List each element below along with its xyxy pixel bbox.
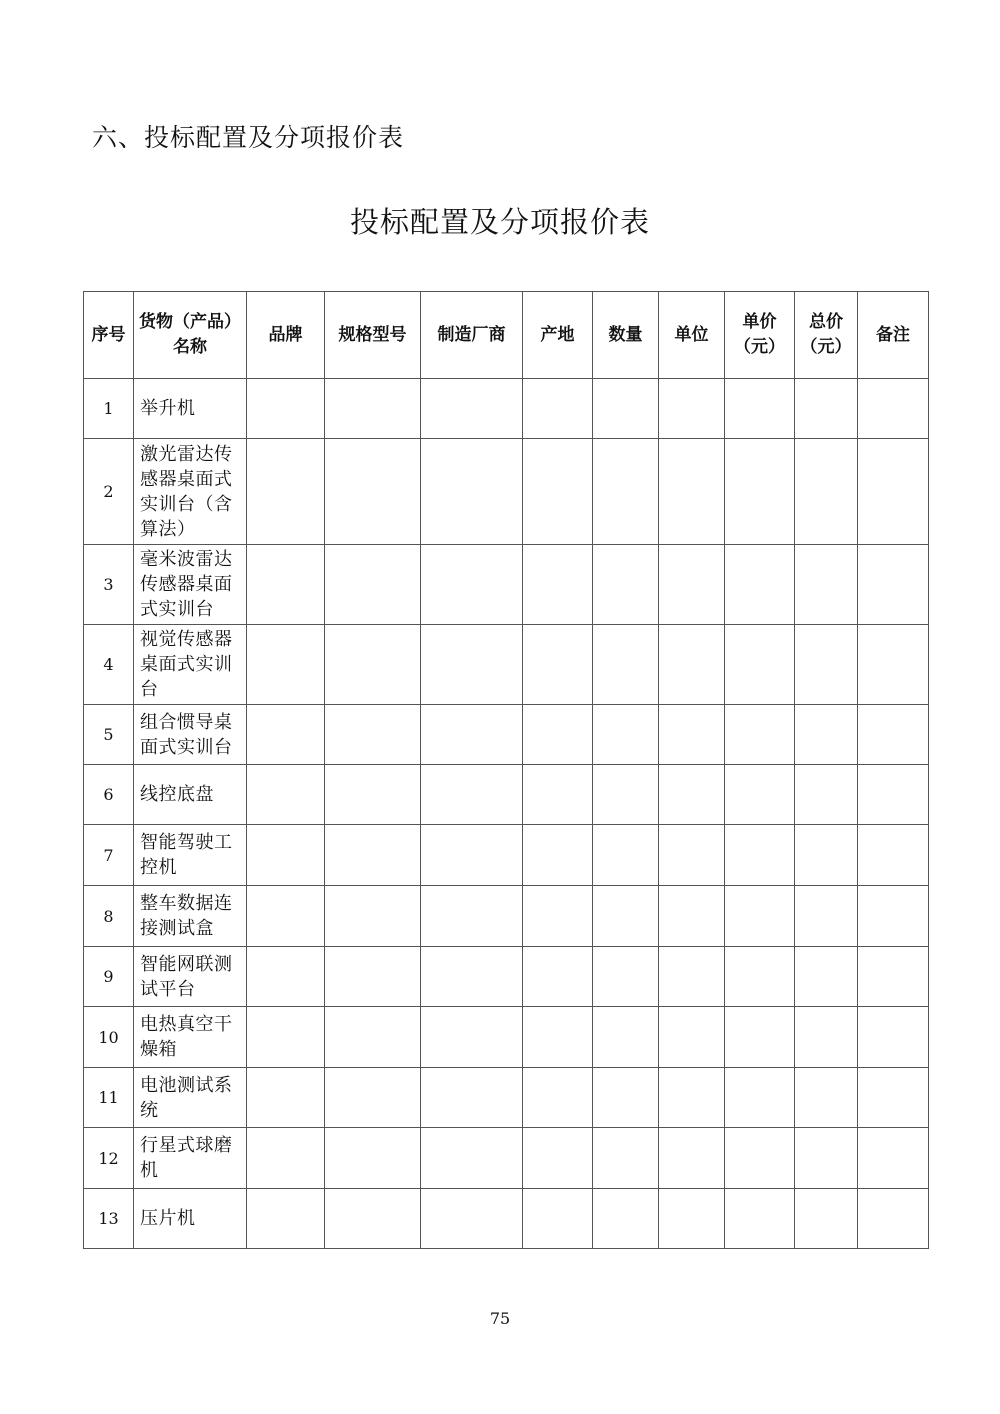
column-header: 品牌 xyxy=(247,292,325,379)
empty-cell[interactable] xyxy=(421,1189,523,1249)
empty-cell[interactable] xyxy=(593,1128,659,1189)
empty-cell[interactable] xyxy=(858,765,929,825)
table-row xyxy=(84,886,929,947)
product-name-cell: 电池测试系统 xyxy=(134,1068,247,1128)
empty-cell[interactable] xyxy=(523,1189,593,1249)
empty-cell[interactable] xyxy=(858,545,929,625)
empty-cell[interactable] xyxy=(593,625,659,705)
empty-cell[interactable] xyxy=(247,545,325,625)
empty-cell[interactable] xyxy=(858,1189,929,1249)
empty-cell[interactable] xyxy=(659,545,725,625)
empty-cell[interactable] xyxy=(421,886,523,947)
empty-cell[interactable] xyxy=(523,625,593,705)
empty-cell[interactable] xyxy=(325,545,421,625)
empty-cell[interactable] xyxy=(593,545,659,625)
empty-cell[interactable] xyxy=(725,947,795,1007)
empty-cell[interactable] xyxy=(325,625,421,705)
empty-cell[interactable] xyxy=(247,1189,325,1249)
empty-cell[interactable] xyxy=(593,1007,659,1068)
empty-cell[interactable] xyxy=(659,765,725,825)
product-name-cell: 举升机 xyxy=(134,379,247,439)
empty-cell[interactable] xyxy=(247,825,325,886)
empty-cell[interactable] xyxy=(421,1068,523,1128)
empty-cell[interactable] xyxy=(593,705,659,765)
empty-cell[interactable] xyxy=(325,705,421,765)
empty-cell[interactable] xyxy=(725,886,795,947)
product-name-cell: 智能网联测试平台 xyxy=(134,947,247,1007)
empty-cell[interactable] xyxy=(858,1128,929,1189)
empty-cell[interactable] xyxy=(247,1068,325,1128)
empty-cell[interactable] xyxy=(523,886,593,947)
table-header-row xyxy=(84,292,929,379)
empty-cell[interactable] xyxy=(725,545,795,625)
empty-cell[interactable] xyxy=(421,379,523,439)
empty-cell[interactable] xyxy=(421,1007,523,1068)
page-number: 75 xyxy=(489,1309,511,1328)
empty-cell[interactable] xyxy=(795,625,858,705)
empty-cell[interactable] xyxy=(725,1007,795,1068)
empty-cell[interactable] xyxy=(659,825,725,886)
column-header: 数量 xyxy=(593,292,659,379)
table-title: 投标配置及分项报价表 xyxy=(349,205,650,239)
empty-cell[interactable] xyxy=(659,1189,725,1249)
empty-cell[interactable] xyxy=(659,705,725,765)
empty-cell[interactable] xyxy=(421,1128,523,1189)
table-row xyxy=(84,1007,929,1068)
row-number: 3 xyxy=(84,545,134,625)
column-header: 备注 xyxy=(858,292,929,379)
row-number: 1 xyxy=(84,379,134,439)
empty-cell[interactable] xyxy=(325,1007,421,1068)
empty-cell[interactable] xyxy=(858,947,929,1007)
empty-cell[interactable] xyxy=(325,439,421,545)
table-row xyxy=(84,947,929,1007)
empty-cell[interactable] xyxy=(725,625,795,705)
row-number: 5 xyxy=(84,705,134,765)
empty-cell[interactable] xyxy=(659,1128,725,1189)
table-row xyxy=(84,1189,929,1249)
product-name-cell: 激光雷达传感器桌面式实训台（含算法） xyxy=(134,439,247,545)
empty-cell[interactable] xyxy=(421,625,523,705)
product-name-cell: 组合惯导桌面式实训台 xyxy=(134,705,247,765)
row-number: 10 xyxy=(84,1007,134,1068)
empty-cell[interactable] xyxy=(593,947,659,1007)
empty-cell[interactable] xyxy=(325,1128,421,1189)
table-row xyxy=(84,765,929,825)
empty-cell[interactable] xyxy=(725,1189,795,1249)
empty-cell[interactable] xyxy=(725,825,795,886)
empty-cell[interactable] xyxy=(247,765,325,825)
empty-cell[interactable] xyxy=(858,1068,929,1128)
empty-cell[interactable] xyxy=(593,825,659,886)
empty-cell[interactable] xyxy=(325,765,421,825)
column-header: 单价（元） xyxy=(725,292,795,379)
empty-cell[interactable] xyxy=(795,886,858,947)
empty-cell[interactable] xyxy=(325,825,421,886)
row-number: 9 xyxy=(84,947,134,1007)
empty-cell[interactable] xyxy=(858,439,929,545)
row-number: 12 xyxy=(84,1128,134,1189)
product-name-cell: 电热真空干燥箱 xyxy=(134,1007,247,1068)
empty-cell[interactable] xyxy=(421,825,523,886)
product-name-cell: 行星式球磨机 xyxy=(134,1128,247,1189)
empty-cell[interactable] xyxy=(523,1007,593,1068)
empty-cell[interactable] xyxy=(795,439,858,545)
table-row xyxy=(84,625,929,705)
empty-cell[interactable] xyxy=(593,379,659,439)
product-name-cell: 线控底盘 xyxy=(134,765,247,825)
empty-cell[interactable] xyxy=(659,947,725,1007)
empty-cell[interactable] xyxy=(858,705,929,765)
empty-cell[interactable] xyxy=(247,947,325,1007)
column-header: 单位 xyxy=(659,292,725,379)
empty-cell[interactable] xyxy=(858,825,929,886)
empty-cell[interactable] xyxy=(421,545,523,625)
empty-cell[interactable] xyxy=(725,1068,795,1128)
product-name-cell: 智能驾驶工控机 xyxy=(134,825,247,886)
empty-cell[interactable] xyxy=(725,439,795,545)
empty-cell[interactable] xyxy=(247,886,325,947)
empty-cell[interactable] xyxy=(593,439,659,545)
table-row xyxy=(84,439,929,545)
quotation-table xyxy=(83,291,929,1249)
empty-cell[interactable] xyxy=(858,625,929,705)
empty-cell[interactable] xyxy=(421,765,523,825)
empty-cell[interactable] xyxy=(593,1189,659,1249)
product-name-cell: 压片机 xyxy=(134,1189,247,1249)
row-number: 4 xyxy=(84,625,134,705)
product-name-cell: 视觉传感器桌面式实训台 xyxy=(134,625,247,705)
empty-cell[interactable] xyxy=(725,1128,795,1189)
empty-cell[interactable] xyxy=(247,705,325,765)
empty-cell[interactable] xyxy=(523,1128,593,1189)
empty-cell[interactable] xyxy=(523,825,593,886)
row-number: 11 xyxy=(84,1068,134,1128)
product-name-cell: 毫米波雷达传感器桌面式实训台 xyxy=(134,545,247,625)
empty-cell[interactable] xyxy=(247,1128,325,1189)
column-header: 产地 xyxy=(523,292,593,379)
empty-cell[interactable] xyxy=(523,379,593,439)
table-row xyxy=(84,545,929,625)
empty-cell[interactable] xyxy=(421,439,523,545)
empty-cell[interactable] xyxy=(325,886,421,947)
column-header: 序号 xyxy=(84,292,134,379)
empty-cell[interactable] xyxy=(659,379,725,439)
empty-cell[interactable] xyxy=(795,765,858,825)
empty-cell[interactable] xyxy=(795,705,858,765)
section-heading: 六、投标配置及分项报价表 xyxy=(92,123,405,152)
table-row xyxy=(84,825,929,886)
empty-cell[interactable] xyxy=(659,1007,725,1068)
row-number: 6 xyxy=(84,765,134,825)
empty-cell[interactable] xyxy=(795,1128,858,1189)
empty-cell[interactable] xyxy=(659,439,725,545)
empty-cell[interactable] xyxy=(247,1007,325,1068)
empty-cell[interactable] xyxy=(247,379,325,439)
empty-cell[interactable] xyxy=(523,1068,593,1128)
empty-cell[interactable] xyxy=(523,705,593,765)
column-header: 总价（元） xyxy=(795,292,858,379)
empty-cell[interactable] xyxy=(593,765,659,825)
row-number: 7 xyxy=(84,825,134,886)
empty-cell[interactable] xyxy=(795,1189,858,1249)
row-number: 2 xyxy=(84,439,134,545)
empty-cell[interactable] xyxy=(659,625,725,705)
empty-cell[interactable] xyxy=(593,886,659,947)
table-row xyxy=(84,705,929,765)
empty-cell[interactable] xyxy=(725,765,795,825)
column-header: 规格型号 xyxy=(325,292,421,379)
empty-cell[interactable] xyxy=(523,439,593,545)
row-number: 8 xyxy=(84,886,134,947)
table-row xyxy=(84,1068,929,1128)
empty-cell[interactable] xyxy=(523,947,593,1007)
empty-cell[interactable] xyxy=(725,379,795,439)
empty-cell[interactable] xyxy=(325,947,421,1007)
empty-cell[interactable] xyxy=(523,545,593,625)
empty-cell[interactable] xyxy=(247,625,325,705)
empty-cell[interactable] xyxy=(325,1189,421,1249)
empty-cell[interactable] xyxy=(421,705,523,765)
row-number: 13 xyxy=(84,1189,134,1249)
empty-cell[interactable] xyxy=(523,765,593,825)
empty-cell[interactable] xyxy=(725,705,795,765)
table-row xyxy=(84,379,929,439)
empty-cell[interactable] xyxy=(659,886,725,947)
empty-cell[interactable] xyxy=(858,1007,929,1068)
empty-cell[interactable] xyxy=(247,439,325,545)
column-header: 制造厂商 xyxy=(421,292,523,379)
empty-cell[interactable] xyxy=(659,1068,725,1128)
empty-cell[interactable] xyxy=(858,886,929,947)
empty-cell[interactable] xyxy=(795,825,858,886)
empty-cell[interactable] xyxy=(325,1068,421,1128)
table-row xyxy=(84,1128,929,1189)
empty-cell[interactable] xyxy=(795,1007,858,1068)
empty-cell[interactable] xyxy=(795,545,858,625)
product-name-cell: 整车数据连接测试盒 xyxy=(134,886,247,947)
empty-cell[interactable] xyxy=(593,1068,659,1128)
empty-cell[interactable] xyxy=(421,947,523,1007)
empty-cell[interactable] xyxy=(795,947,858,1007)
empty-cell[interactable] xyxy=(795,1068,858,1128)
empty-cell[interactable] xyxy=(325,379,421,439)
empty-cell[interactable] xyxy=(858,379,929,439)
empty-cell[interactable] xyxy=(795,379,858,439)
column-header: 货物（产品）名称 xyxy=(134,292,247,379)
